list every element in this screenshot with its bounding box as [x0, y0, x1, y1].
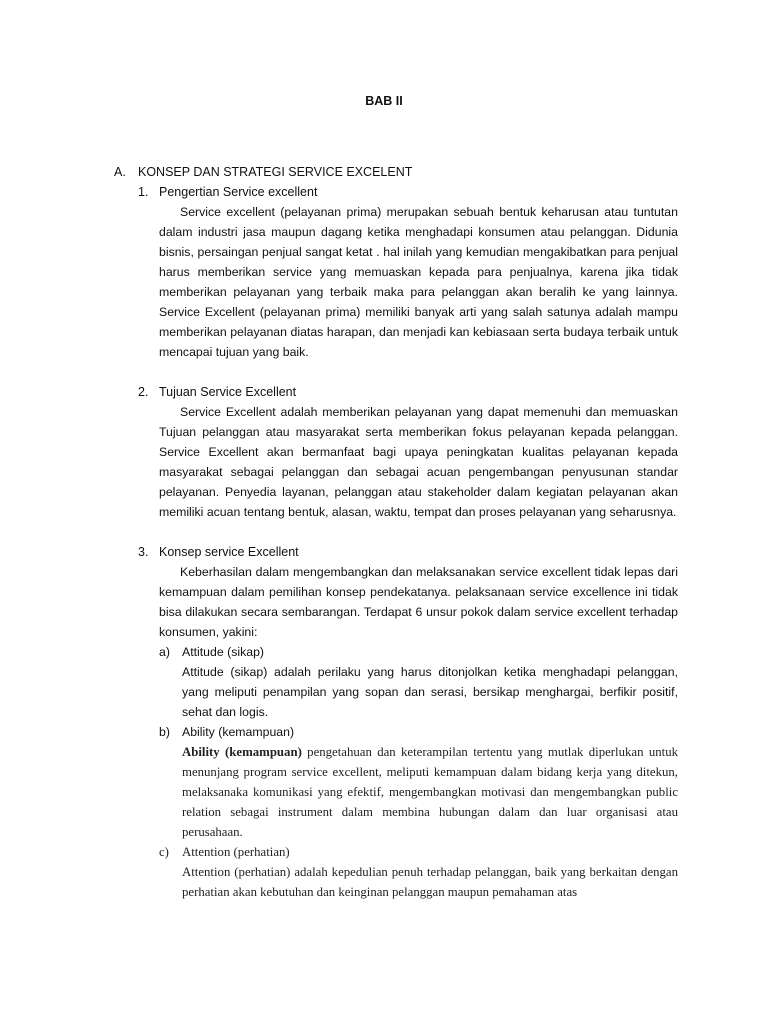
section-heading	[114, 162, 678, 182]
list-item-letter: c)	[159, 845, 169, 859]
subsection-paragraph: Service Excellent adalah memberikan pelayanan yang dapat memenuhi dan memuaskan Tujuan pelanggan atau masyarakat serta memberikan fokus pelayanan kepada pelanggan. Service Excellent akan bermanfaat bagi upaya peningkatan kualitas pelayanan kepada masyarakat sebagai pelanggan dan sebagai acuan pengembangan penyusunan standar pelayanan. Penyedia layanan, pelanggan atau stakeholder dalam kegiatan pelayanan akan memiliki acuan tentang bentuk, alasan, waktu, tempat dan proses pelayanan yang seharusnya.	[159, 405, 678, 519]
list-item-rest: pengetahuan dan keterampilan tertentu yang mutlak diperlukan untuk menunjang program service excellent, meliputi kemampuan dalam bidang kerja yang ditekun, melaksanaka komunikasi yang efektif, mengembangkan motivasi dan mengembangkan public relation sebagai instrument dalam membina hubungan dalam dan luar organisasi atau perusahaan.	[182, 745, 678, 839]
subsection-number: 2.	[138, 385, 149, 399]
subsection-heading	[138, 382, 678, 402]
chapter-title: BAB II	[365, 94, 403, 108]
spacer	[114, 522, 678, 542]
list-item-heading	[159, 722, 678, 742]
spacer	[114, 362, 678, 382]
subsection-title: Pengertian Service excellent	[159, 185, 318, 199]
subsection-paragraph: Keberhasilan dalam mengembangkan dan melaksanakan service excellent tidak lepas dari kemampuan dalam pemilihan konsep pendekatanya. pelaksanaan service excellence ini tidak bisa dilakukan secara sembarangan. Terdapat 6 unsur pokok dalam service excellent terhadap konsumen, yakini:	[159, 565, 678, 639]
section-title: KONSEP DAN STRATEGI SERVICE EXCELENT	[138, 165, 413, 179]
list-item-text: Attention (perhatian) adalah kepedulian penuh terhadap pelanggan, baik yang berkaitan dengan perhatian akan kebutuhan dan keinginan pelanggan maupun pemahaman atas	[182, 865, 678, 899]
list-item-bold-lead: Ability (kemampuan)	[182, 745, 302, 759]
subsection-title: Tujuan Service Excellent	[159, 385, 297, 399]
list-item-letter: a)	[159, 645, 170, 659]
list-item-letter: b)	[159, 725, 170, 739]
section-letter: A.	[114, 165, 126, 179]
subsection-heading	[138, 182, 678, 202]
subsection-number: 1.	[138, 185, 149, 199]
list-item-title: Attitude (sikap)	[182, 645, 265, 659]
document-body	[114, 162, 678, 902]
subsection-heading	[138, 542, 678, 562]
subsection-paragraph: Service excellent (pelayanan prima) merupakan sebuah bentuk keharusan atau tuntutan dalam industri jasa maupun dagang ketika menghadapi konsumen atau pelanggan. Didunia bisnis, persaingan penjual sangat ketat . hal inilah yang kemudian mengakibatkan para penjual harus memberikan service yang memuaskan kepada para penjualnya, karena jika tidak memberikan pelayanan yang terbaik maka para pelanggan akan beralih ke yang lainnya. Service Excellent (pelayanan prima) memiliki banyak arti yang salah satunya adalah mampu memberikan pelayanan diatas harapan, dan menjadi kan kebiasaan serta budaya terbaik untuk mencapai tujuan yang baik.	[159, 205, 678, 359]
list-item-text: Attitude (sikap) adalah perilaku yang harus ditonjolkan ketika menghadapi pelanggan, yang meliputi penampilan yang sopan dan serasi, bersikap menghargai, berfikir positif, sehat dan logis.	[182, 665, 678, 719]
subsection-number: 3.	[138, 545, 149, 559]
list-item-text	[182, 742, 678, 842]
list-item-title: Attention (perhatian)	[182, 845, 290, 859]
list-item-heading	[159, 642, 678, 662]
list-item-title: Ability (kemampuan)	[182, 725, 295, 739]
list-item-heading	[159, 842, 678, 862]
subsection-title: Konsep service Excellent	[159, 545, 299, 559]
